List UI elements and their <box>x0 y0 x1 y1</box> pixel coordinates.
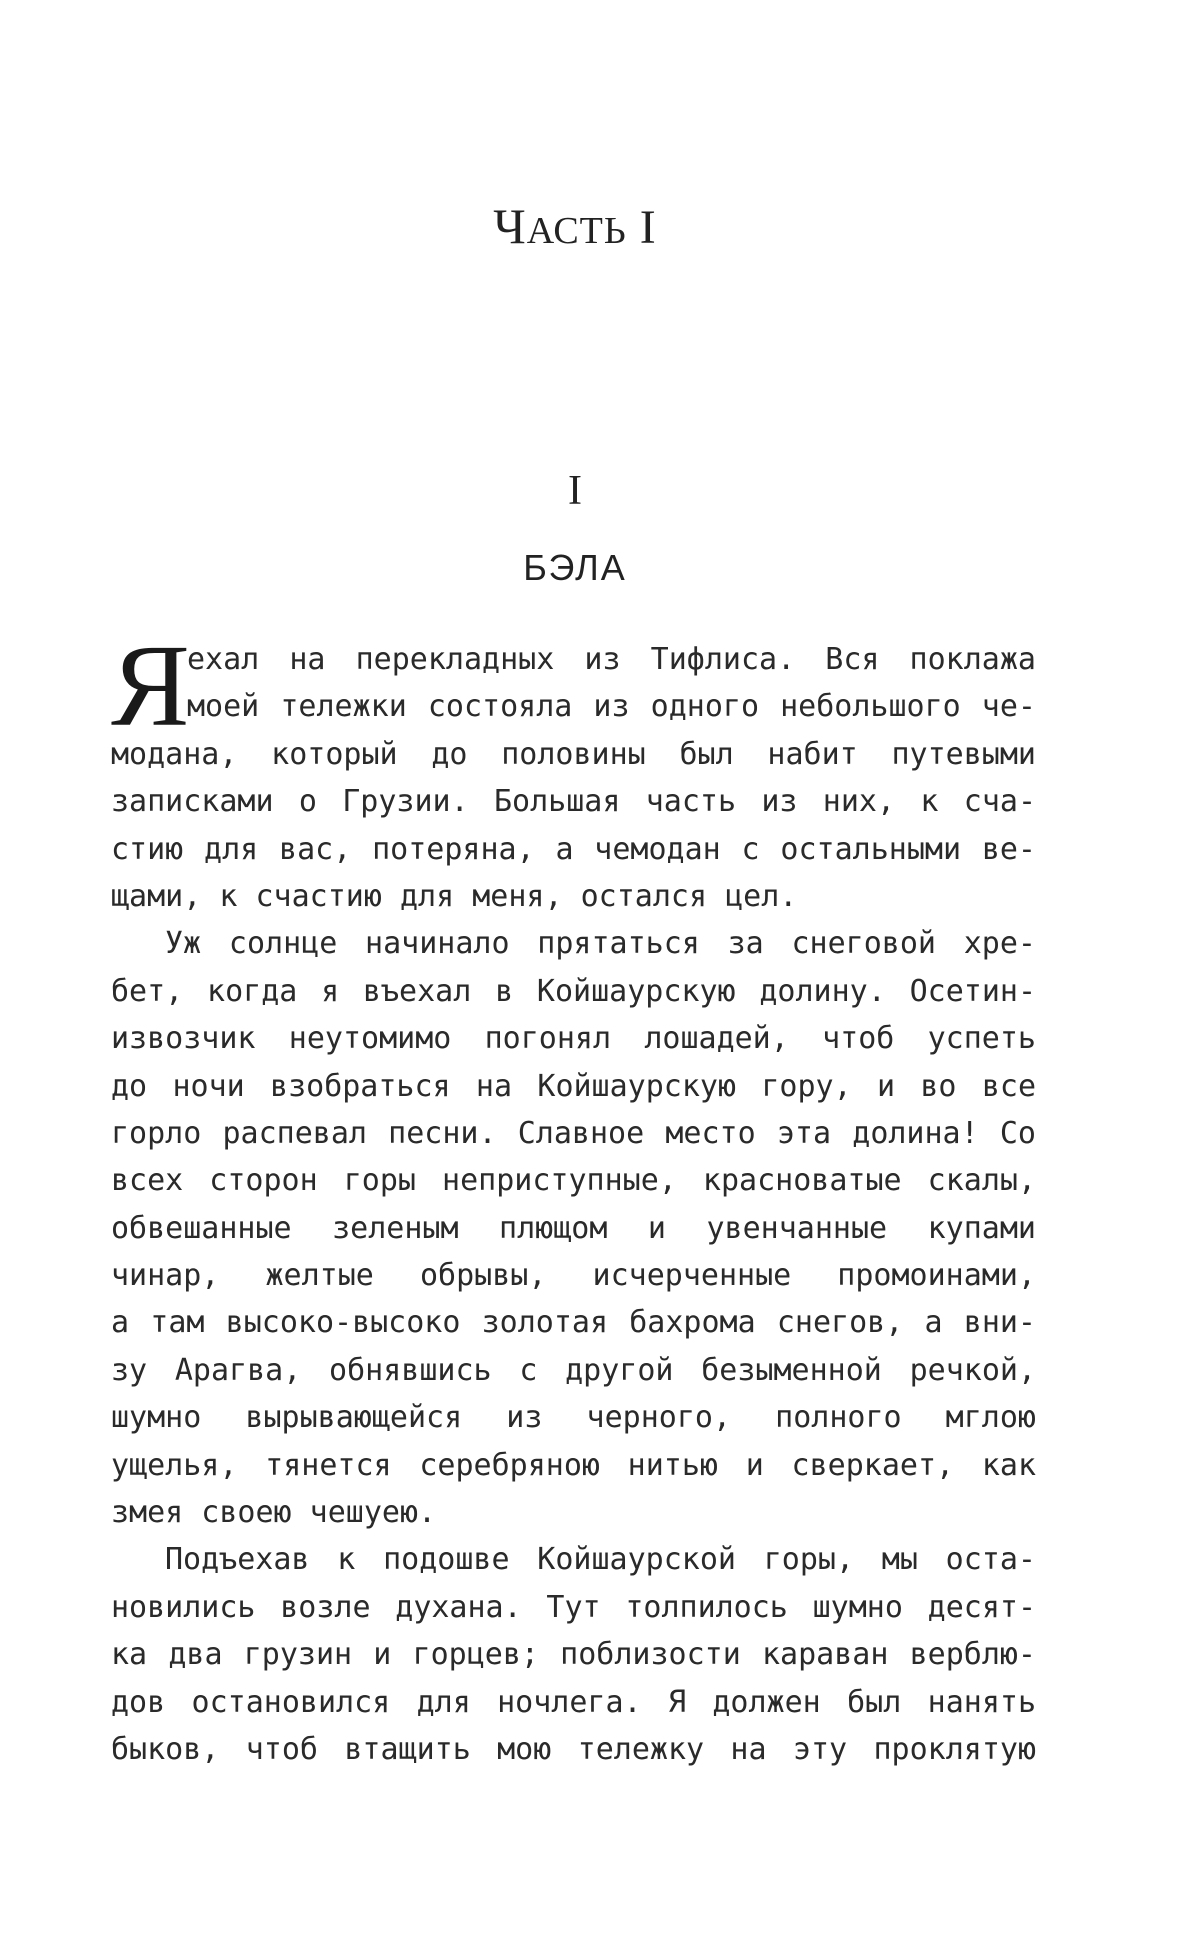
text-line: новились возле духана. Тут толпилось шумно десят- <box>111 1589 1036 1625</box>
text-line: змея своею чешуею. <box>111 1495 437 1531</box>
chapter-number: I <box>568 468 582 514</box>
text-line: быков, чтоб втащить мою тележку на эту проклятую <box>111 1731 1036 1767</box>
part-title-cap: Ч <box>493 198 527 254</box>
text-line: щами, к счастию для меня, остался цел. <box>111 878 798 914</box>
paragraph-2 <box>111 920 1036 1536</box>
text-line: ехал на перекладных из Тифлиса. Вся поклажа <box>187 642 1036 677</box>
text-line: извозчик неутомимо погонял лошадей, чтоб успеть <box>111 1021 1036 1057</box>
text-line: ущелья, тянется серебряною нитью и сверкает, как <box>111 1447 1036 1483</box>
text-line: обвешанные зеленым плющом и увенчанные купами <box>111 1210 1036 1246</box>
text-line: всех сторон горы неприступные, красноватые скалы, <box>111 1163 1036 1199</box>
text-line: ка два грузин и горцев; поблизости караван верблю- <box>111 1637 1036 1673</box>
text-line: зу Арагва, обнявшись с другой безыменной речкой, <box>111 1352 1036 1388</box>
drop-cap: Я <box>111 620 190 751</box>
text-line: а там высоко-высоко золотая бахрома снегов, а вни- <box>111 1305 1036 1341</box>
text-line: шумно вырывающейся из черного, полного мглою <box>111 1400 1036 1436</box>
paragraph-1 <box>111 620 1036 920</box>
text-line: записками о Грузии. Большая часть из них, к сча- <box>111 784 1036 820</box>
chapter-title: БЭЛА <box>523 547 627 588</box>
text-line: стию для вас, потеряна, а чемодан с остальными ве- <box>111 831 1036 867</box>
text-line: Подъехав к подошве Койшаурской горы, мы оста- <box>165 1542 1036 1578</box>
text-line: чинар, желтые обрывы, исчерченные промоинами, <box>111 1258 1036 1294</box>
text-line: до ночи взобраться на Койшаурскую гору, и во все <box>111 1068 1036 1104</box>
body-text <box>111 620 1036 1773</box>
text-line: бет, когда я въехал в Койшаурскую долину. Осетин- <box>111 973 1036 1009</box>
text-line: моей тележки состояла из одного небольшого че- <box>187 689 1036 725</box>
part-title-rest: АСТЬ <box>526 210 627 252</box>
part-title-numeral: I <box>639 201 657 254</box>
paragraph-3 <box>111 1536 1036 1773</box>
part-title <box>0 196 1150 261</box>
text-line: дов остановился для ночлега. Я должен был нанять <box>111 1684 1036 1720</box>
text-line: модана, который до половины был набит путевыми <box>111 736 1036 772</box>
text-line: Уж солнце начинало прятаться за снеговой хре- <box>165 926 1036 962</box>
text-line: горло распевал песни. Славное место эта долина! Со <box>111 1115 1036 1151</box>
